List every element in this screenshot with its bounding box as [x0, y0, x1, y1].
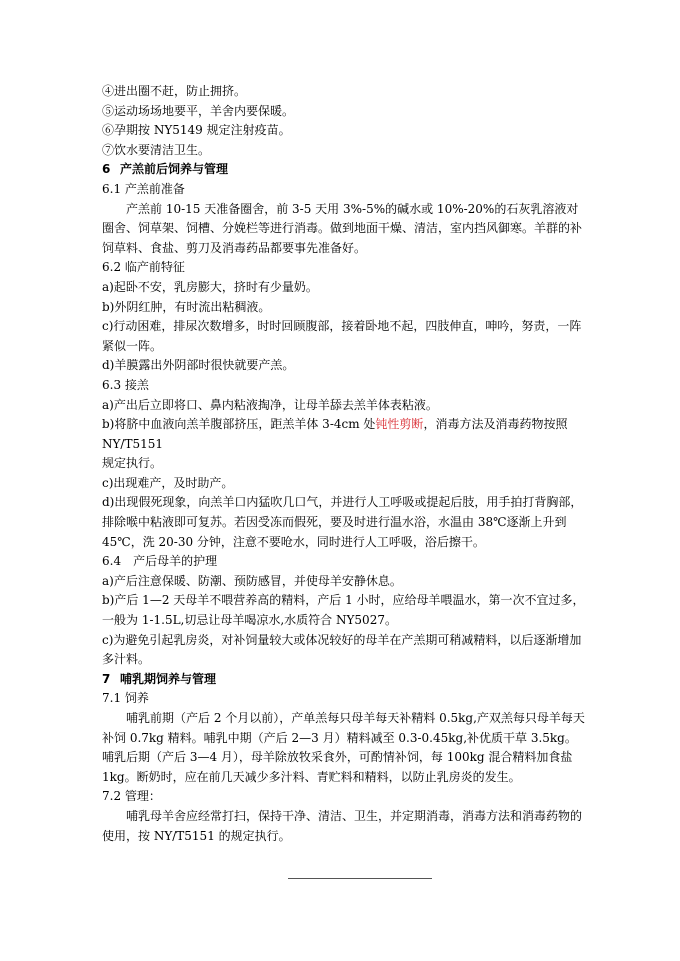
- paragraph: 哺乳母羊舍应经常打扫，保持干净、清洁、卫生，并定期消毒，消毒方法和消毒药物的使用，按 NY/T5151 的规定执行。: [102, 808, 583, 843]
- list-item: ④进出圈不赶，防止拥挤。: [102, 84, 247, 98]
- text-run: b)将脐中血液向羔羊腹部挤压，距羔羊体 3-4cm 处: [102, 417, 376, 432]
- list-item: b)外阴红肿，有时流出粘稠液。: [102, 299, 271, 314]
- list-item: a)产出后立即将口、鼻内粘液掏净，让母羊舔去羔羊体表粘液。: [102, 397, 438, 412]
- subsection-heading: 6.2 临产前特征: [102, 260, 185, 275]
- subsection-heading: 7.1 饲养: [102, 691, 149, 706]
- section-number: 6: [102, 162, 111, 177]
- section-title: 哺乳期饲养与管理: [120, 671, 217, 686]
- subsection-heading: 7.2 管理：: [102, 789, 161, 804]
- list-item: d)出现假死现象，向羔羊口内猛吹几口气，并进行人工呼吸或提起后肢，用手拍打背胸部，排除喉中粘液即可复苏。若因受冻而假死，要及时进行温水浴，水温由 38℃逐渐上升到 45℃，洗 20-30 分钟，注意不要呛水，同时进行人工呼吸，浴后擦干。: [102, 495, 583, 549]
- list-item: ⑥孕期按 NY5149 规定注射疫苗。: [102, 123, 291, 138]
- list-item-continuation: 规定执行。: [102, 456, 163, 471]
- list-item: ⑤运动场场地要平，羊舍内要保暖。: [102, 103, 295, 118]
- paragraph: 哺乳前期（产后 2 个月以前），产单羔每只母羊每天补精料 0.5kg,产双羔每只母羊每天补饲 0.7kg 精料。哺乳中期（产后 2—3 月）精料减至 0.3-0.45kg,补优质干草 3.5kg。哺乳后期（产后 3—4 月），母羊除放牧采食外，可酌情补饲，每 100kg 混合精料加食盐 1kg。断奶时，应在前几天减少多汁料、青贮料和精料，以防止乳房炎的发生。: [102, 711, 585, 784]
- document-body: [102, 82, 586, 846]
- paragraph: 产羔前 10-15 天准备圈舍，前 3-5 天用 3%-5%的碱水或 10%-20%的石灰乳溶液对圈舍、饲草架、饲槽、分娩栏等进行消毒。做到地面干燥、清洁，室内挡风御寒。羊群的补饲草料、食盐、剪刀及消毒药品都要事先准备好。: [102, 201, 583, 255]
- list-item: a)产后注意保暖、防潮、预防感冒，并使母羊安静休息。: [102, 573, 402, 588]
- highlighted-text: 钝性剪断: [375, 417, 424, 432]
- section-heading-7: [102, 670, 586, 690]
- subsection-heading: 6.1 产羔前准备: [102, 181, 185, 196]
- list-item: c)为避免引起乳房炎，对补饲量较大或体况较好的母羊在产羔期可稍减精料，以后逐渐增加多汁料。: [102, 632, 582, 667]
- list-item: b)产后 1—2 天母羊不喂营养高的精料，产后 1 小时，应给母羊喂温水，第一次不宜过多，一般为 1-1.5L,切忌让母羊喝凉水,水质符合 NY5027。: [102, 593, 585, 628]
- subsection-heading: 6.4 产后母羊的护理: [102, 554, 218, 569]
- section-title: 产羔前后饲养与管理: [120, 162, 229, 177]
- list-item: ⑦饮水要清洁卫生。: [102, 142, 211, 157]
- section-heading-6: [102, 160, 586, 180]
- text-run: ，消毒方法及消毒药物按照 NY/T5151: [102, 417, 568, 451]
- list-item: a)起卧不安，乳房膨大，挤时有少量奶。: [102, 279, 318, 294]
- list-item: c)行动困难，排尿次数增多，时时回顾腹部，接着卧地不起，四肢伸直，呻吟，努责，一阵紧似一阵。: [102, 319, 582, 353]
- section-number: 7: [102, 671, 111, 686]
- footer-divider: [288, 878, 432, 879]
- subsection-heading: 6.3 接羔: [102, 377, 149, 392]
- list-item: c)出现难产，及时助产。: [102, 475, 234, 490]
- list-item: [102, 415, 586, 454]
- list-item: d)羊膜露出外阴部时很快就要产羔。: [102, 358, 295, 373]
